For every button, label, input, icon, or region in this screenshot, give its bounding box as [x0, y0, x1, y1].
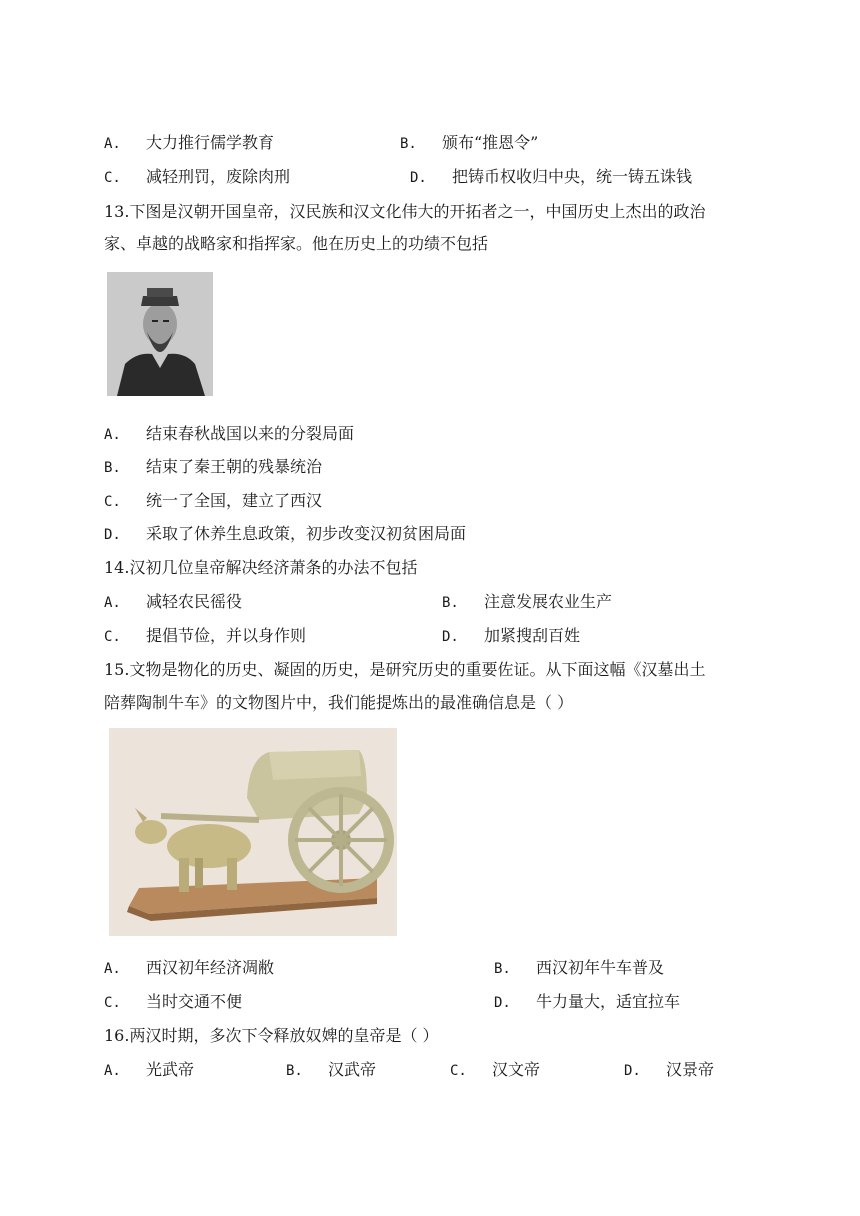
q13-option-b [104, 457, 322, 478]
q13-stem-line1: 13.下图是汉朝开国皇帝，汉民族和汉文化伟大的开拓者之一，中国历史上杰出的政治 [104, 202, 706, 221]
option-letter: C. [104, 494, 121, 510]
option-text: 光武帝 [145, 1060, 194, 1079]
option-text: 减轻刑罚，废除肉刑 [145, 167, 290, 186]
portrait-icon [107, 272, 213, 396]
emperor-portrait-image [107, 272, 213, 396]
q12-option-d [410, 167, 692, 188]
option-text: 颁布“推恩令” [441, 133, 539, 152]
option-letter: C. [104, 170, 121, 186]
q15-option-a [104, 958, 274, 979]
option-letter: D. [624, 1063, 641, 1079]
ox-cart-image [109, 728, 397, 936]
option-text: 当时交通不便 [145, 992, 242, 1011]
option-letter: D. [442, 629, 459, 645]
option-letter: C. [104, 995, 121, 1011]
q13-option-a [104, 424, 354, 445]
q13-option-d [104, 524, 466, 545]
q13-stem-line2: 家、卓越的战略家和指挥家。他在历史上的功绩不包括 [104, 234, 489, 253]
q15-option-b [494, 958, 664, 979]
option-text: 提倡节俭，并以身作则 [145, 626, 306, 645]
option-letter: B. [286, 1063, 303, 1079]
option-text: 大力推行儒学教育 [145, 133, 274, 152]
option-text: 采取了休养生息政策，初步改变汉初贫困局面 [145, 524, 466, 543]
ox-cart-icon [109, 728, 397, 936]
q14-option-b [442, 592, 612, 613]
option-text: 结束了秦王朝的残暴统治 [145, 457, 322, 476]
q16-stem: 16.两汉时期，多次下令释放奴婢的皇帝是（ ） [104, 1026, 439, 1045]
option-text: 加紧搜刮百姓 [483, 626, 580, 645]
q15-option-c [104, 992, 242, 1013]
option-letter: C. [450, 1063, 467, 1079]
option-letter: B. [400, 136, 417, 152]
option-letter: C. [104, 629, 121, 645]
q16-option-d [624, 1060, 714, 1081]
option-text: 减轻农民徭役 [145, 592, 242, 611]
option-letter: A. [104, 136, 121, 152]
option-letter: D. [494, 995, 511, 1011]
option-text: 牛力量大，适宜拉车 [535, 992, 680, 1011]
option-letter: A. [104, 595, 121, 611]
q12-option-a [104, 133, 274, 154]
option-letter: A. [104, 427, 121, 443]
option-text: 西汉初年经济凋敝 [145, 958, 274, 977]
q16-option-a [104, 1060, 194, 1081]
q15-stem-line1: 15.文物是物化的历史、凝固的历史，是研究历史的重要佐证。从下面这幅《汉墓出土 [104, 660, 706, 679]
q15-option-d [494, 992, 680, 1013]
option-letter: A. [104, 961, 121, 977]
q14-option-a [104, 592, 242, 613]
option-text: 汉文帝 [491, 1060, 540, 1079]
q15-stem-line2: 陪葬陶制牛车》的文物图片中，我们能提炼出的最准确信息是（ ） [104, 693, 574, 712]
q14-stem: 14.汉初几位皇帝解决经济萧条的办法不包括 [104, 558, 418, 577]
option-letter: B. [104, 460, 121, 476]
q12-option-b [400, 133, 538, 154]
option-text: 汉景帝 [665, 1060, 714, 1079]
option-text: 结束春秋战国以来的分裂局面 [145, 424, 354, 443]
q13-option-c [104, 491, 322, 512]
option-text: 注意发展农业生产 [483, 592, 612, 611]
option-text: 汉武帝 [327, 1060, 376, 1079]
option-letter: A. [104, 1063, 121, 1079]
option-letter: B. [494, 961, 511, 977]
option-letter: D. [104, 527, 121, 543]
q14-option-d [442, 626, 580, 647]
q14-option-c [104, 626, 306, 647]
q16-option-c [450, 1060, 540, 1081]
option-letter: D. [410, 170, 427, 186]
option-text: 西汉初年牛车普及 [535, 958, 664, 977]
option-text: 统一了全国，建立了西汉 [145, 491, 322, 510]
q12-option-c [104, 167, 290, 188]
option-text: 把铸币权收归中央，统一铸五诛钱 [451, 167, 692, 186]
q16-option-b [286, 1060, 376, 1081]
option-letter: B. [442, 595, 459, 611]
